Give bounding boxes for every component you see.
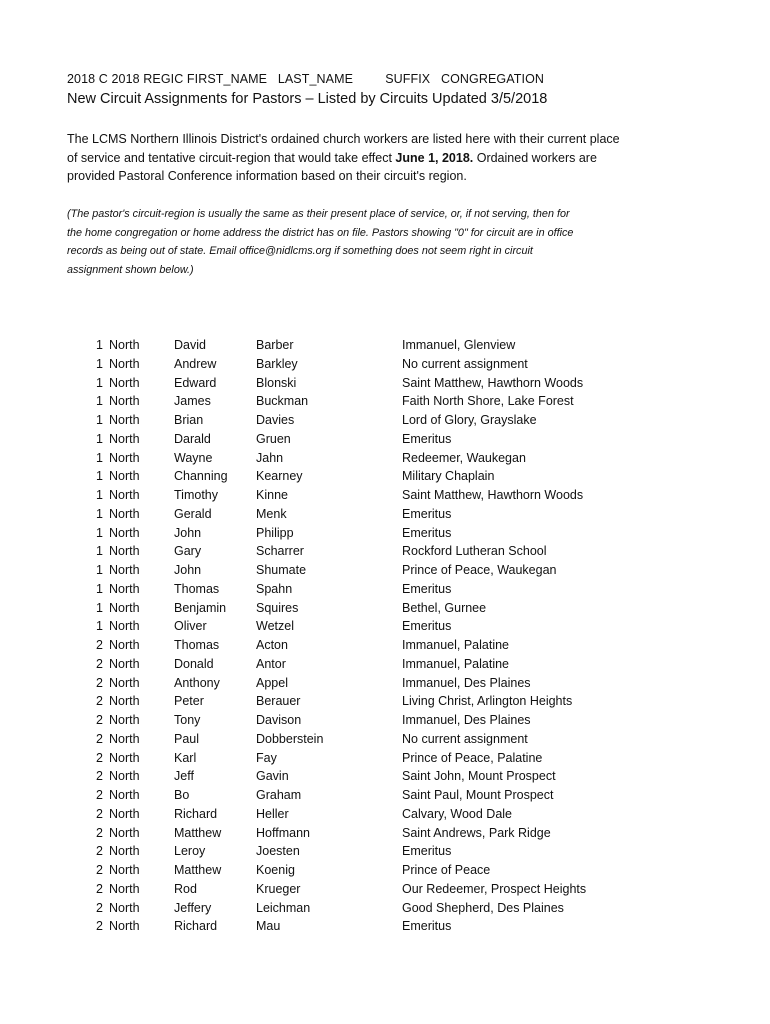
first-name: Bo <box>174 788 190 802</box>
circuit-number: 1 <box>96 563 103 577</box>
circuit-number: 1 <box>96 356 103 371</box>
assignment-list <box>0 336 770 936</box>
last-name: Menk <box>256 506 287 521</box>
congregation: Immanuel, Palatine <box>402 656 510 671</box>
congregation: Bethel, Gurnee <box>402 600 487 615</box>
congregation: Saint Matthew, Hawthorn Woods <box>402 488 584 502</box>
circuit-number: 2 <box>96 806 103 821</box>
circuit-number: 2 <box>96 844 103 859</box>
first-name: Peter <box>174 694 204 709</box>
first-name: John <box>174 525 202 540</box>
intro-paragraph <box>67 130 627 186</box>
congregation: Military Chaplain <box>402 469 495 484</box>
region-name: North <box>109 375 140 390</box>
region-name: North <box>109 506 140 521</box>
region-name: North <box>109 825 140 840</box>
table-row <box>0 655 770 674</box>
region-name: North <box>109 788 140 802</box>
last-name: Leichman <box>256 900 311 915</box>
table-row <box>0 692 770 711</box>
region-name: North <box>109 394 140 409</box>
last-name: Barber <box>256 338 294 352</box>
circuit-number: 1 <box>96 413 103 427</box>
region-name: North <box>109 338 140 352</box>
congregation: Living Christ, Arlington Heights <box>402 694 573 709</box>
first-name: Edward <box>174 375 217 390</box>
region-name: North <box>109 713 140 727</box>
circuit-number: 1 <box>96 450 103 465</box>
last-name: Acton <box>256 638 288 652</box>
first-name: Matthew <box>174 863 222 877</box>
first-name: Oliver <box>174 619 207 634</box>
region-name: North <box>109 431 140 446</box>
region-name: North <box>109 619 140 634</box>
last-name: Scharrer <box>256 544 304 559</box>
last-name: Graham <box>256 788 302 802</box>
table-row <box>0 805 770 824</box>
circuit-number: 1 <box>96 375 103 390</box>
congregation: Emeritus <box>402 525 452 540</box>
first-name: John <box>174 563 202 577</box>
document-title: New Circuit Assignments for Pastors – Listed by Circuits Updated 3/5/2018 <box>67 91 548 107</box>
last-name: Krueger <box>256 881 301 896</box>
last-name: Blonski <box>256 375 297 390</box>
region-name: North <box>109 450 140 465</box>
table-row <box>0 842 770 861</box>
congregation: Prince of Peace <box>402 863 491 877</box>
first-name: Paul <box>174 731 200 746</box>
region-name: North <box>109 881 140 896</box>
circuit-number: 2 <box>96 713 103 727</box>
region-name: North <box>109 544 140 559</box>
circuit-number: 1 <box>96 488 103 502</box>
circuit-number: 1 <box>96 544 103 559</box>
table-row <box>0 524 770 543</box>
circuit-number: 2 <box>96 769 103 784</box>
congregation: Our Redeemer, Prospect Heights <box>402 881 587 896</box>
first-name: Jeffery <box>174 900 212 915</box>
last-name: Gruen <box>256 431 291 446</box>
table-row <box>0 636 770 655</box>
first-name: David <box>174 338 206 352</box>
circuit-number: 1 <box>96 431 103 446</box>
congregation: Saint John, Mount Prospect <box>402 769 556 784</box>
last-name: Kearney <box>256 469 303 484</box>
last-name: Davies <box>256 413 295 427</box>
congregation: Good Shepherd, Des Plaines <box>402 900 564 915</box>
circuit-number: 1 <box>96 394 103 409</box>
first-name: Tony <box>174 713 201 727</box>
congregation: Faith North Shore, Lake Forest <box>402 394 574 409</box>
congregation: Prince of Peace, Waukegan <box>402 563 557 577</box>
first-name: Channing <box>174 469 228 484</box>
first-name: James <box>174 394 211 409</box>
intro-text-start: The LCMS Northern Illinois District's ordained church workers are listed here with their current place of service and tentative circuit-region that would take effect <box>67 132 620 165</box>
table-row <box>0 430 770 449</box>
congregation: Emeritus <box>402 619 452 634</box>
congregation: Saint Paul, Mount Prospect <box>402 788 554 802</box>
congregation: Prince of Peace, Palatine <box>402 750 543 765</box>
circuit-number: 1 <box>96 581 103 596</box>
congregation: Emeritus <box>402 506 452 521</box>
first-name: Richard <box>174 806 218 821</box>
circuit-number: 2 <box>96 656 103 671</box>
last-name: Jahn <box>256 450 284 465</box>
circuit-number: 2 <box>96 919 103 934</box>
circuit-number: 2 <box>96 900 103 915</box>
table-row <box>0 561 770 580</box>
region-name: North <box>109 413 140 427</box>
table-row <box>0 786 770 805</box>
last-name: Appel <box>256 675 288 690</box>
region-name: North <box>109 656 140 671</box>
circuit-number: 1 <box>96 506 103 521</box>
congregation: Emeritus <box>402 919 452 934</box>
congregation: Emeritus <box>402 431 452 446</box>
congregation: No current assignment <box>402 731 528 746</box>
table-row <box>0 449 770 468</box>
table-row <box>0 899 770 918</box>
first-name: Darald <box>174 431 211 446</box>
circuit-number: 1 <box>96 619 103 634</box>
first-name: Thomas <box>174 638 220 652</box>
region-name: North <box>109 919 140 934</box>
circuit-number: 2 <box>96 694 103 709</box>
first-name: Benjamin <box>174 600 227 615</box>
first-name: Jeff <box>174 769 194 784</box>
last-name: Barkley <box>256 356 298 371</box>
region-name: North <box>109 563 140 577</box>
circuit-number: 2 <box>96 750 103 765</box>
region-name: North <box>109 750 140 765</box>
last-name: Berauer <box>256 694 301 709</box>
circuit-number: 1 <box>96 469 103 484</box>
table-row <box>0 486 770 505</box>
table-row <box>0 580 770 599</box>
region-name: North <box>109 488 140 502</box>
column-header-line: 2018 C 2018 REGIC FIRST_NAME LAST_NAME SUFFIX CONGREGATION <box>67 72 545 86</box>
first-name: Brian <box>174 413 204 427</box>
region-name: North <box>109 731 140 746</box>
first-name: Donald <box>174 656 214 671</box>
table-row <box>0 674 770 693</box>
intro-effective-date: June 1, 2018. <box>395 150 474 165</box>
last-name: Mau <box>256 919 281 934</box>
last-name: Hoffmann <box>256 825 310 840</box>
table-row <box>0 505 770 524</box>
last-name: Shumate <box>256 563 307 577</box>
last-name: Dobberstein <box>256 731 324 746</box>
region-name: North <box>109 469 140 484</box>
region-name: North <box>109 844 140 859</box>
congregation: Immanuel, Des Plaines <box>402 675 531 690</box>
first-name: Anthony <box>174 675 220 690</box>
congregation: No current assignment <box>402 356 528 371</box>
table-row <box>0 917 770 936</box>
circuit-number: 1 <box>96 525 103 540</box>
first-name: Gary <box>174 544 202 559</box>
table-row <box>0 411 770 430</box>
table-row <box>0 617 770 636</box>
first-name: Thomas <box>174 581 220 596</box>
first-name: Matthew <box>174 825 222 840</box>
congregation: Emeritus <box>402 844 452 859</box>
last-name: Heller <box>256 806 289 821</box>
circuit-number: 2 <box>96 675 103 690</box>
table-row <box>0 542 770 561</box>
congregation: Redeemer, Waukegan <box>402 450 526 465</box>
last-name: Squires <box>256 600 299 615</box>
first-name: Wayne <box>174 450 213 465</box>
table-row <box>0 767 770 786</box>
first-name: Timothy <box>174 488 218 502</box>
last-name: Wetzel <box>256 619 294 634</box>
congregation: Immanuel, Glenview <box>402 338 516 352</box>
congregation: Immanuel, Des Plaines <box>402 713 531 727</box>
last-name: Antor <box>256 656 286 671</box>
first-name: Richard <box>174 919 218 934</box>
table-row <box>0 336 770 355</box>
last-name: Spahn <box>256 581 293 596</box>
region-name: North <box>109 769 140 784</box>
congregation: Rockford Lutheran School <box>402 544 547 559</box>
first-name: Gerald <box>174 506 212 521</box>
table-row <box>0 749 770 768</box>
table-row <box>0 374 770 393</box>
last-name: Fay <box>256 750 277 765</box>
table-row <box>0 824 770 843</box>
circuit-note: (The pastor's circuit-region is usually the same as their present place of service, or, if not serving, then for the home congregation or home address the district has on file. Pastors showing "0" for circuit are in office records as being out of state. Email office@nidlcms.org if something does not seem right in circuit assignment shown below.) <box>67 208 574 277</box>
region-name: North <box>109 806 140 821</box>
congregation: Immanuel, Palatine <box>402 638 510 652</box>
circuit-number: 1 <box>96 338 103 352</box>
table-row <box>0 861 770 880</box>
table-row <box>0 711 770 730</box>
first-name: Leroy <box>174 844 206 859</box>
congregation: Lord of Glory, Grayslake <box>402 413 537 427</box>
circuit-number: 2 <box>96 863 103 877</box>
circuit-number: 2 <box>96 731 103 746</box>
first-name: Rod <box>174 881 197 896</box>
region-name: North <box>109 638 140 652</box>
circuit-number: 1 <box>96 600 103 615</box>
last-name: Gavin <box>256 769 289 784</box>
last-name: Koenig <box>256 863 295 877</box>
region-name: North <box>109 581 140 596</box>
table-row <box>0 730 770 749</box>
congregation: Saint Matthew, Hawthorn Woods <box>402 375 584 390</box>
region-name: North <box>109 694 140 709</box>
congregation: Calvary, Wood Dale <box>402 806 512 821</box>
circuit-number: 2 <box>96 881 103 896</box>
last-name: Philipp <box>256 525 294 540</box>
congregation: Emeritus <box>402 581 452 596</box>
region-name: North <box>109 356 140 371</box>
last-name: Kinne <box>256 488 288 502</box>
circuit-number: 2 <box>96 788 103 802</box>
first-name: Karl <box>174 750 197 765</box>
region-name: North <box>109 525 140 540</box>
region-name: North <box>109 900 140 915</box>
table-row <box>0 392 770 411</box>
circuit-number: 2 <box>96 638 103 652</box>
last-name: Buckman <box>256 394 309 409</box>
table-row <box>0 599 770 618</box>
last-name: Joesten <box>256 844 300 859</box>
table-row <box>0 467 770 486</box>
table-row <box>0 880 770 899</box>
intro-text-end: Ordained workers are provided Pastoral Conference information based on their circuit's region. <box>67 150 597 184</box>
last-name: Davison <box>256 713 302 727</box>
congregation: Saint Andrews, Park Ridge <box>402 825 551 840</box>
circuit-number: 2 <box>96 825 103 840</box>
region-name: North <box>109 675 140 690</box>
table-row <box>0 355 770 374</box>
first-name: Andrew <box>174 356 217 371</box>
region-name: North <box>109 600 140 615</box>
region-name: North <box>109 863 140 877</box>
